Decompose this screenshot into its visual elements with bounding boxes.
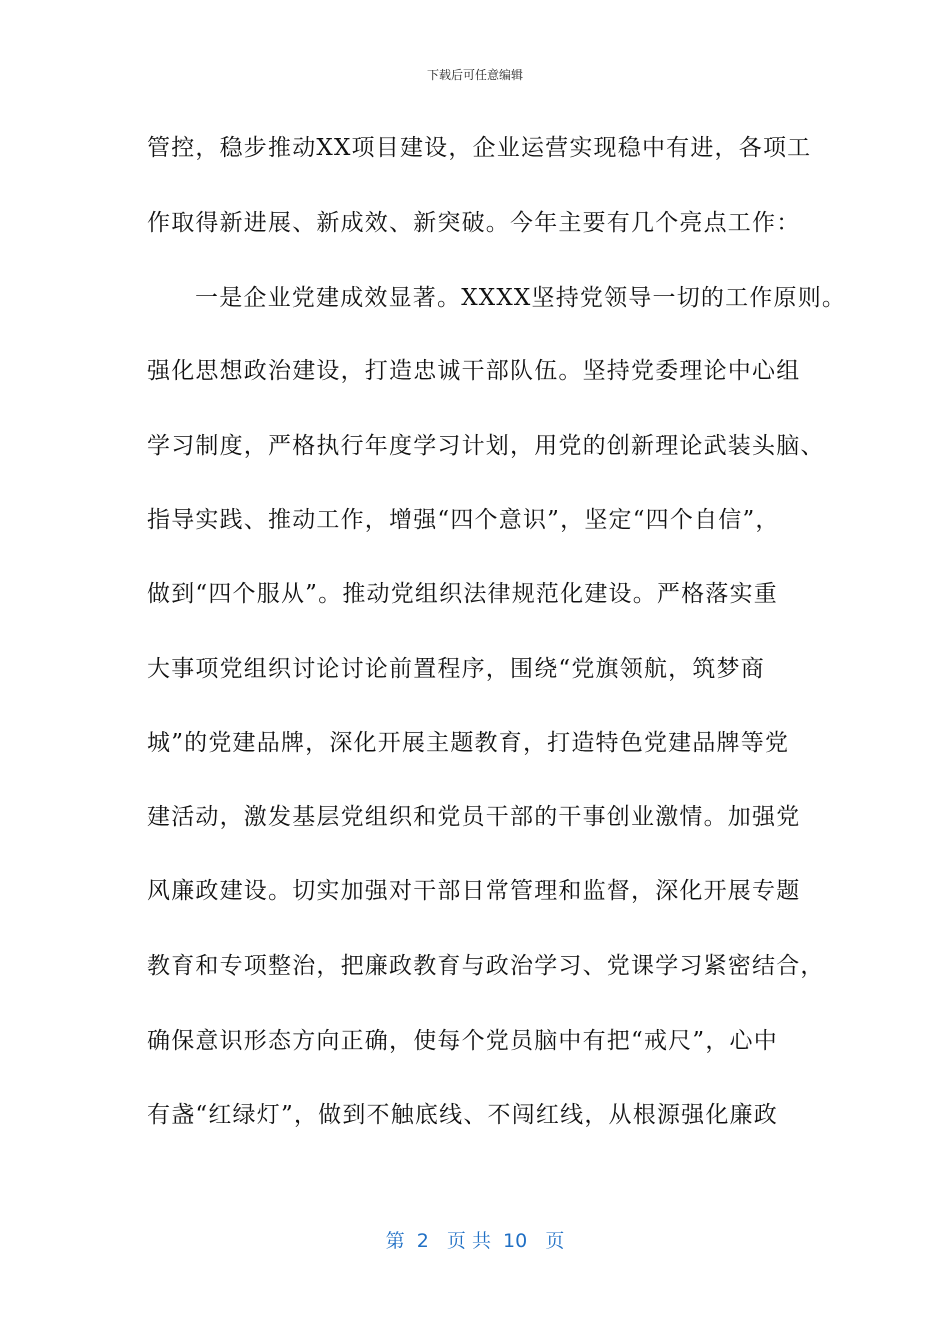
text-line: 指导实践、推动工作，增强“四个意识”，坚定“四个自信”， bbox=[147, 507, 780, 533]
text-line: 城”的党建品牌，深化开展主题教育，打造特色党建品牌等党 bbox=[147, 730, 790, 756]
text-line: 作取得新进展、新成效、新突破。今年主要有几个亮点工作： bbox=[147, 210, 801, 236]
text-line: 管控，稳步推动XX项目建设，企业运营实现稳中有进，各项工 bbox=[147, 135, 812, 161]
text-line: 教育和专项整治，把廉政教育与政治学习、党课学习紧密结合， bbox=[147, 953, 825, 979]
text-line: 做到“四个服从”。推动党组织法律规范化建设。严格落实重 bbox=[147, 581, 778, 607]
text-line: 确保意识形态方向正确，使每个党员脑中有把“戒尺”，心中 bbox=[147, 1028, 778, 1054]
page-header: 下载后可任意编辑 bbox=[426, 68, 523, 82]
text-line: 建活动，激发基层党组织和党员干部的干事创业激情。加强党 bbox=[147, 804, 801, 830]
text-line: 风廉政建设。切实加强对干部日常管理和监督，深化开展专题 bbox=[147, 878, 801, 904]
text-line: 有盏“红绿灯”，做到不触底线、不闯红线，从根源强化廉政 bbox=[147, 1102, 778, 1128]
text-line: 学习制度，严格执行年度学习计划，用党的创新理论武装头脑、 bbox=[147, 433, 825, 459]
text-line: 大事项党组织讨论讨论前置程序，围绕“党旗领航，筑梦商 bbox=[147, 656, 765, 682]
paragraph-first-line: 一是企业党建成效显著。XXXX坚持党领导一切的工作原则。 bbox=[195, 285, 847, 311]
text-line: 强化思想政治建设，打造忠诚干部队伍。坚持党委理论中心组 bbox=[147, 358, 801, 384]
page-number-footer: 第 2 页 共 10 页 bbox=[385, 1230, 565, 1252]
